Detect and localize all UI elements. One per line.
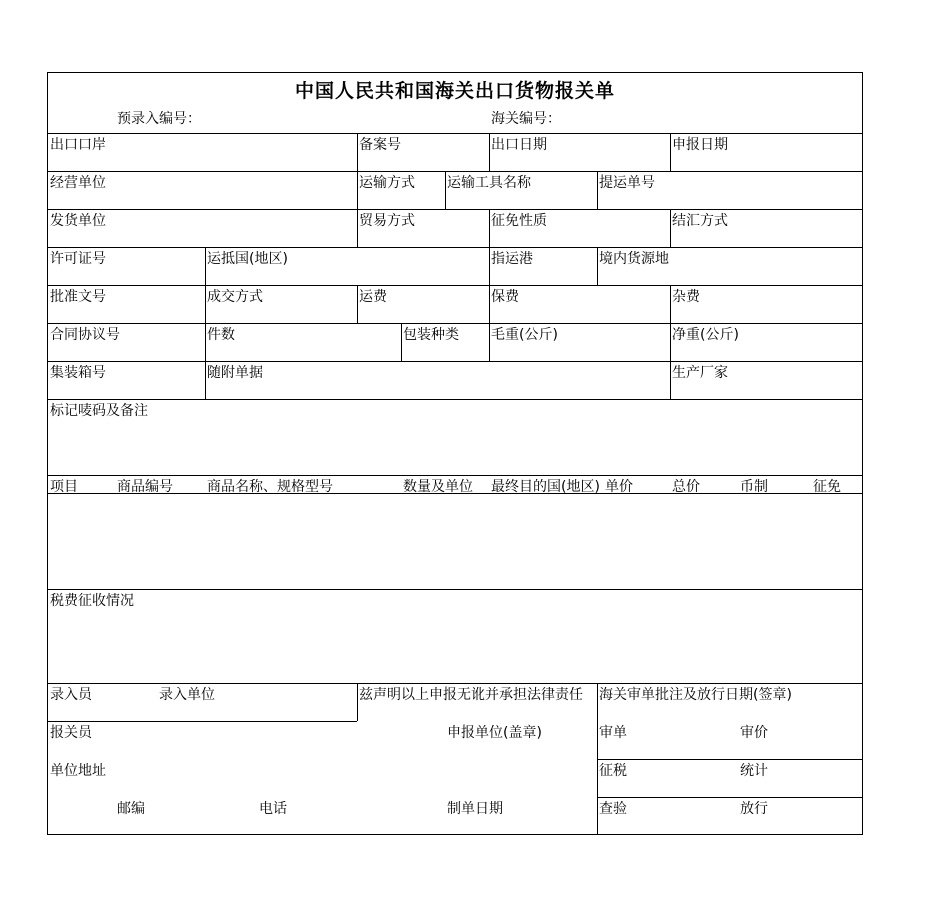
row-divider	[48, 323, 862, 324]
row-divider	[597, 797, 862, 798]
unit-address-label: 单位地址	[50, 763, 106, 779]
row-divider	[48, 721, 357, 722]
row-divider	[48, 171, 862, 172]
col-divider	[670, 133, 671, 171]
price-review-label: 审价	[740, 725, 768, 741]
col-divider	[597, 171, 598, 209]
goods-col-total-price: 总价	[672, 479, 700, 495]
bill-no-label: 提运单号	[599, 175, 655, 191]
row-divider	[48, 475, 862, 476]
col-divider	[445, 171, 446, 209]
col-divider	[597, 683, 598, 835]
col-divider	[357, 133, 358, 171]
goods-col-qty-unit: 数量及单位	[403, 479, 473, 495]
net-weight-label: 净重(公斤)	[672, 327, 739, 343]
row-divider	[48, 361, 862, 362]
transport-mode-label: 运输方式	[359, 175, 415, 191]
col-divider	[489, 133, 490, 171]
approval-no-label: 批准文号	[50, 289, 106, 305]
export-port-label: 出口口岸	[50, 137, 106, 153]
goods-col-name: 商品名称、规格型号	[207, 479, 333, 495]
entry-clerk-label: 录入员	[50, 687, 92, 703]
col-divider	[357, 171, 358, 209]
goods-col-exemption: 征免	[813, 479, 841, 495]
pre-entry-no-label: 预录入编号：	[117, 111, 201, 127]
statistics-label: 统计	[740, 763, 768, 779]
tax-collection-label: 征税	[599, 763, 627, 779]
settlement-mode-label: 结汇方式	[672, 213, 728, 229]
goods-col-unit-price: 单价	[605, 479, 633, 495]
freight-label: 运费	[359, 289, 387, 305]
col-divider	[597, 247, 598, 285]
goods-col-final-country: 最终目的国(地区)	[491, 479, 600, 495]
manufacturer-label: 生产厂家	[672, 365, 728, 381]
goods-col-code: 商品编号	[117, 479, 173, 495]
transport-name-label: 运输工具名称	[447, 175, 531, 191]
attached-docs-label: 随附单据	[207, 365, 263, 381]
phone-label: 电话	[259, 801, 287, 817]
trade-mode-label: 贸易方式	[359, 213, 415, 229]
col-divider	[489, 247, 490, 285]
release-label: 放行	[740, 801, 768, 817]
row-divider	[48, 683, 862, 684]
shipper-label: 发货单位	[50, 213, 106, 229]
gross-weight-label: 毛重(公斤)	[491, 327, 558, 343]
container-no-label: 集装箱号	[50, 365, 106, 381]
col-divider	[670, 209, 671, 247]
declare-date-label: 申报日期	[672, 137, 728, 153]
destination-port-label: 指运港	[491, 251, 533, 267]
domestic-source-label: 境内货源地	[599, 251, 669, 267]
col-divider	[205, 323, 206, 361]
export-date-label: 出口日期	[491, 137, 547, 153]
declarant-label: 报关员	[50, 725, 92, 741]
col-divider	[357, 285, 358, 323]
row-divider	[597, 759, 862, 760]
goods-col-currency: 币制	[740, 479, 768, 495]
marks-remarks-label: 标记唛码及备注	[50, 403, 148, 419]
customs-declaration-form	[47, 72, 863, 835]
col-divider	[670, 323, 671, 361]
contract-no-label: 合同协议号	[50, 327, 120, 343]
row-divider	[48, 133, 862, 134]
col-divider	[401, 323, 402, 361]
postcode-label: 邮编	[117, 801, 145, 817]
inspection-label: 查验	[599, 801, 627, 817]
col-divider	[489, 209, 490, 247]
row-divider	[48, 285, 862, 286]
col-divider	[205, 247, 206, 285]
insurance-label: 保费	[491, 289, 519, 305]
row-divider	[48, 209, 862, 210]
record-no-label: 备案号	[359, 137, 401, 153]
deal-mode-label: 成交方式	[207, 289, 263, 305]
row-divider	[48, 589, 862, 590]
col-divider	[357, 209, 358, 247]
exemption-nature-label: 征免性质	[491, 213, 547, 229]
package-type-label: 包装种类	[403, 327, 459, 343]
business-unit-label: 经营单位	[50, 175, 106, 191]
goods-col-item: 项目	[50, 479, 78, 495]
col-divider	[670, 285, 671, 323]
customs-approval-label: 海关审单批注及放行日期(签章)	[599, 687, 792, 703]
declaration-statement: 兹声明以上申报无讹并承担法律责任	[359, 687, 583, 703]
destination-country-label: 运抵国(地区)	[207, 251, 288, 267]
customs-no-label: 海关编号：	[491, 111, 561, 127]
tax-section-label: 税费征收情况	[50, 593, 134, 609]
declaring-unit-label: 申报单位(盖章)	[447, 725, 542, 741]
pieces-label: 件数	[207, 327, 235, 343]
form-title: 中国人民共和国海关出口货物报关单	[294, 80, 615, 102]
row-divider	[48, 399, 862, 400]
license-no-label: 许可证号	[50, 251, 106, 267]
col-divider	[205, 285, 206, 323]
prep-date-label: 制单日期	[447, 801, 503, 817]
col-divider	[205, 361, 206, 399]
col-divider	[489, 285, 490, 323]
misc-fee-label: 杂费	[672, 289, 700, 305]
review-label: 审单	[599, 725, 627, 741]
entry-unit-label: 录入单位	[159, 687, 215, 703]
row-divider	[48, 247, 862, 248]
col-divider	[489, 323, 490, 361]
col-divider	[670, 361, 671, 399]
col-divider	[357, 683, 358, 721]
